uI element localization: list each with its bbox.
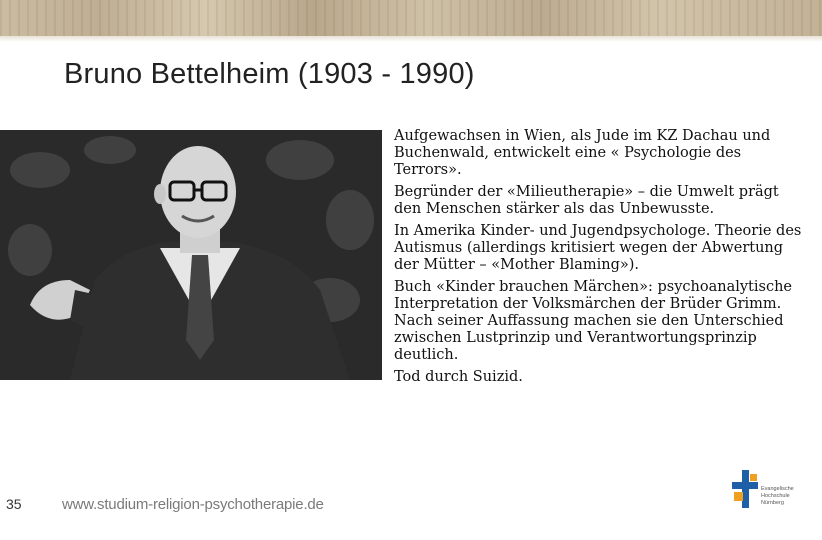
paragraph-4: Buch «Kinder brauchen Märchen»: psychoanalytische Interpretation der Volksmärchen der Brüder Grimm. Nach seiner Auffassung machen sie den Unterschied zwischen Lustprinzip und Verantwortungsprinzip deutlich. — [394, 279, 793, 363]
slide-title: Bruno Bettelheim (1903 - 1990) — [64, 58, 475, 90]
logo-line-1: Evangelische — [761, 486, 794, 492]
body-text — [394, 128, 804, 391]
institution-logo — [730, 466, 796, 514]
logo-line-3: Nürnberg — [761, 500, 784, 506]
paragraph-1: Aufgewachsen in Wien, als Jude im KZ Dachau und Buchenwald, entwickelt eine « Psychologie des Terrors». — [394, 128, 771, 178]
page-number: 35 — [6, 496, 22, 512]
header-banner-image — [0, 0, 822, 36]
logo-line-2: Hochschule — [761, 493, 790, 499]
paragraph-3: In Amerika Kinder- und Jugendpsychologe. Theorie des Autismus (allerdings kritisiert wegen der Abwertung der Mütter – «Mother Blaming»). — [394, 223, 802, 273]
paragraph-2: Begründer der «Milieutherapie» – die Umwelt prägt den Menschen stärker als das Unbewusste. — [394, 184, 779, 217]
website-url: www.studium-religion-psychotherapie.de — [62, 496, 324, 513]
paragraph-5: Tod durch Suizid. — [394, 369, 523, 385]
portrait-photo — [0, 130, 382, 380]
